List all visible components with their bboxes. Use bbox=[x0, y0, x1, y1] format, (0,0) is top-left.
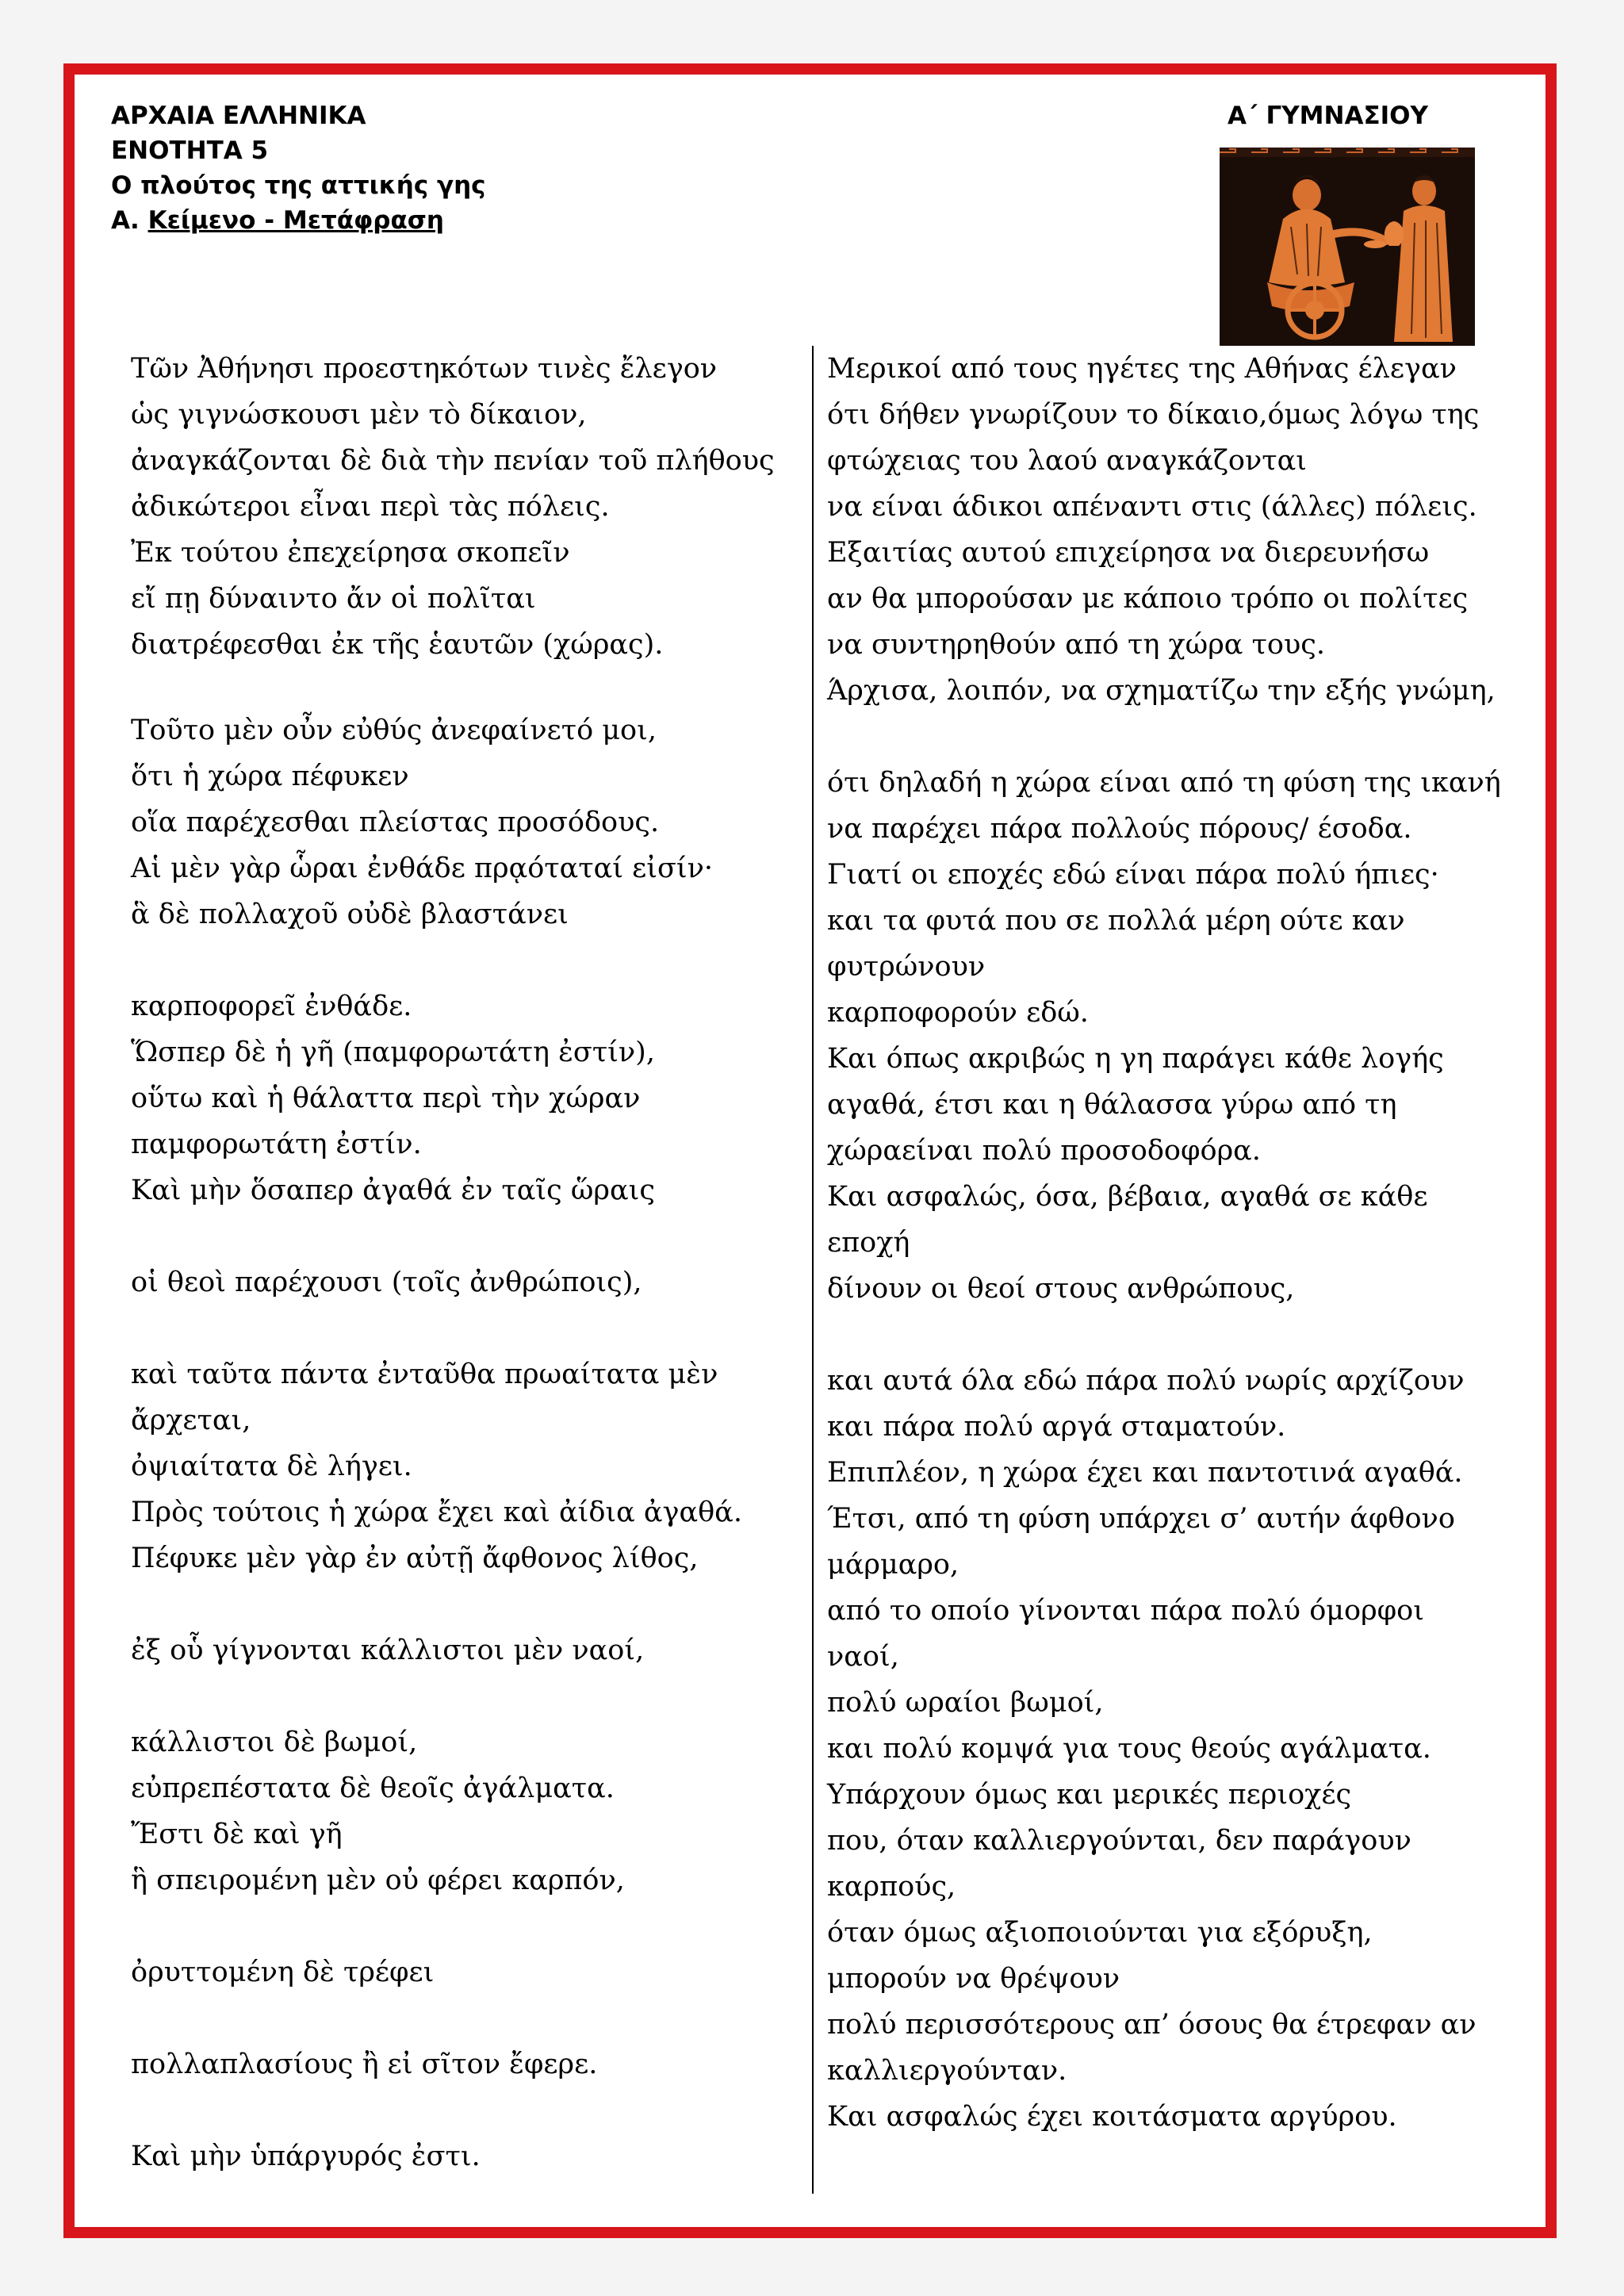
translation-line: πολύ περισσότερους απ’ όσους θα έτρεφαν αν bbox=[827, 2009, 1477, 2041]
ancient-line: Ἔστι δὲ καὶ γῆ bbox=[131, 1819, 343, 1850]
ancient-line: Πέφυκε μὲν γὰρ ἐν αὐτῇ ἄφθονος λίθος, bbox=[131, 1543, 699, 1574]
ancient-line: ἀναγκάζονται δὲ διὰ τὴν πενίαν τοῦ πλήθους bbox=[131, 445, 775, 477]
ancient-line: διατρέφεσθαι ἐκ τῆς ἑαυτῶν (χώρας). bbox=[131, 629, 664, 661]
translation-line: Άρχισα, λοιπόν, να σχηματίζω την εξής γνώμη, bbox=[827, 675, 1496, 707]
ancient-line: ἣ σπειρομένη μὲν οὐ φέρει καρπόν, bbox=[131, 1865, 625, 1896]
translation-line: φυτρώνουν bbox=[827, 951, 986, 983]
translation-line: από το οποίο γίνονται πάρα πολύ όμορφοι bbox=[827, 1595, 1424, 1627]
translation-line: και αυτά όλα εδώ πάρα πολύ νωρίς αρχίζουν bbox=[827, 1365, 1465, 1397]
translation-line: χώραείναι πολύ προσοδοφόρα. bbox=[827, 1135, 1261, 1167]
ancient-line: ὡς γιγνώσκουσι μὲν τὸ δίκαιον, bbox=[131, 399, 587, 431]
ancient-line: πολλαπλασίους ἢ εἰ σῖτον ἔφερε. bbox=[131, 2049, 598, 2080]
translation-line: όταν όμως αξιοποιούνται για εξόρυξη, bbox=[827, 1917, 1373, 1949]
ancient-line: Τῶν Ἀθήνησι προεστηκότων τινὲς ἔλεγον bbox=[131, 353, 718, 385]
translation-line: Και ασφαλώς, όσα, βέβαια, αγαθά σε κάθε bbox=[827, 1181, 1428, 1213]
translation-line: και πάρα πολύ αργά σταματούν. bbox=[827, 1411, 1286, 1443]
translation-line: δίνουν οι θεοί στους ανθρώπους, bbox=[827, 1273, 1295, 1305]
translation-line: εποχή bbox=[827, 1227, 910, 1259]
ancient-line: ἃ δὲ πολλαχοῦ οὐδὲ βλαστάνει bbox=[131, 899, 569, 930]
translation-line: ναοί, bbox=[827, 1641, 899, 1673]
translation-line: Και όπως ακριβώς η γη παράγει κάθε λογής bbox=[827, 1043, 1444, 1075]
translation-line: ότι δήθεν γνωρίζουν το δίκαιο,όμως λόγω της bbox=[827, 399, 1480, 431]
translation-line: και τα φυτά που σε πολλά μέρη ούτε καν bbox=[827, 905, 1405, 937]
translation-line: φτώχειας του λαού αναγκάζονται bbox=[827, 445, 1307, 477]
ancient-line: καρποφορεῖ ἐνθάδε. bbox=[131, 991, 412, 1022]
section-heading bbox=[111, 203, 486, 238]
red-figure-vase-painting bbox=[1220, 148, 1475, 346]
translation-line: Έτσι, από τη φύση υπάρχει σ’ αυτήν άφθονο bbox=[827, 1503, 1455, 1535]
translation-line: καρποφορούν εδώ. bbox=[827, 997, 1089, 1029]
section-label: Κείμενο - Μετάφραση bbox=[147, 206, 445, 235]
document-header bbox=[111, 98, 486, 238]
translation-line: και πολύ κομψά για τους θεούς αγάλματα. bbox=[827, 1733, 1431, 1765]
translation-line: Γιατί οι εποχές εδώ είναι πάρα πολύ ήπιες· bbox=[827, 859, 1439, 891]
ancient-line: Αἱ μὲν γὰρ ὧραι ἐνθάδε πρᾳόταταί εἰσίν· bbox=[131, 853, 714, 884]
translation-line: Μερικοί από τους ηγέτες της Αθήνας έλεγαν bbox=[827, 353, 1457, 385]
ancient-line: ἐξ οὗ γίγνονται κάλλιστοι μὲν ναοί, bbox=[131, 1635, 645, 1666]
lesson-title: Ο πλούτος της αττικής γης bbox=[111, 171, 486, 200]
ancient-line: Ὥσπερ δὲ ἡ γῆ (παμφορωτάτη ἐστίν), bbox=[131, 1037, 655, 1068]
ancient-line: οὕτω καὶ ἡ θάλαττα περὶ τὴν χώραν bbox=[131, 1083, 641, 1114]
translation-line: ότι δηλαδή η χώρα είναι από τη φύση της ικανή bbox=[827, 767, 1501, 799]
translation-line: μπορούν να θρέψουν bbox=[827, 1963, 1120, 1995]
translation-line: καλλιεργούνταν. bbox=[827, 2055, 1067, 2087]
ancient-line: οἱ θεοὶ παρέχουσι (τοῖς ἀνθρώποις), bbox=[131, 1267, 642, 1298]
translation-line: Επιπλέον, η χώρα έχει και παντοτινά αγαθά. bbox=[827, 1457, 1463, 1489]
translation-line: αν θα μπορούσαν με κάποιο τρόπο οι πολίτες bbox=[827, 583, 1469, 615]
ancient-line: εὐπρεπέστατα δὲ θεοῖς ἀγάλματα. bbox=[131, 1773, 615, 1804]
translation-line: που, όταν καλλιεργούνται, δεν παράγουν bbox=[827, 1825, 1411, 1857]
ancient-line: Πρὸς τούτοις ἡ χώρα ἔχει καὶ ἀίδια ἀγαθά. bbox=[131, 1497, 742, 1528]
translation-line: μάρμαρο, bbox=[827, 1549, 959, 1581]
translation-line: να συντηρηθούν από τη χώρα τους. bbox=[827, 629, 1326, 661]
modern-greek-translation bbox=[827, 346, 1517, 2140]
translation-line: καρπούς, bbox=[827, 1871, 956, 1903]
translation-line: να είναι άδικοι απέναντι στις (άλλες) πόλεις. bbox=[827, 491, 1477, 523]
translation-line: Και ασφαλώς έχει κοιτάσματα αργύρου. bbox=[827, 2101, 1397, 2133]
grade-label: Α΄ ΓΥΜΝΑΣΙΟΥ bbox=[1228, 102, 1428, 130]
translation-line: αγαθά, έτσι και η θάλασσα γύρω από τη bbox=[827, 1089, 1397, 1121]
ancient-line: ὀρυττομένη δὲ τρέφει bbox=[131, 1957, 435, 1988]
ancient-line: Καὶ μὴν ὑπάργυρός ἐστι. bbox=[131, 2141, 481, 2172]
ancient-line: Τοῦτο μὲν οὖν εὐθύς ἀνεφαίνετό μοι, bbox=[131, 715, 657, 746]
translation-line: Εξαιτίας αυτού επιχείρησα να διερευνήσω bbox=[827, 537, 1430, 569]
ancient-line: Ἐκ τούτου ἐπεχείρησα σκοπεῖν bbox=[131, 537, 570, 569]
ancient-line: παμφορωτάτη ἐστίν. bbox=[131, 1129, 422, 1160]
ancient-line: ὅτι ἡ χώρα πέφυκεν bbox=[131, 761, 409, 792]
ancient-line: καὶ ταῦτα πάντα ἐνταῦθα πρωαίτατα μὲν bbox=[131, 1359, 718, 1390]
section-prefix: Α. bbox=[111, 206, 140, 235]
ancient-line: ἀδικώτεροι εἶναι περὶ τὰς πόλεις. bbox=[131, 491, 610, 523]
ancient-greek-text bbox=[131, 346, 801, 2179]
translation-line: να παρέχει πάρα πολλούς πόρους/ έσοδα. bbox=[827, 813, 1412, 845]
unit-heading: ΕΝΟΤΗΤΑ 5 bbox=[111, 136, 269, 165]
ancient-line: οἵα παρέχεσθαι πλείστας προσόδους. bbox=[131, 807, 660, 838]
ancient-line: Καὶ μὴν ὅσαπερ ἀγαθά ἐν ταῖς ὥραις bbox=[131, 1175, 655, 1206]
translation-line: Υπάρχουν όμως και μερικές περιοχές bbox=[827, 1779, 1352, 1811]
translation-line: πολύ ωραίοι βωμοί, bbox=[827, 1687, 1104, 1719]
ancient-line: εἴ πῃ δύναιντο ἄν οἱ πολῖται bbox=[131, 583, 536, 615]
column-divider bbox=[812, 346, 814, 2194]
ancient-line: κάλλιστοι δὲ βωμοί, bbox=[131, 1727, 418, 1758]
ancient-line: ἄρχεται, bbox=[131, 1405, 251, 1436]
subject-heading: ΑΡΧΑΙΑ ΕΛΛΗΝΙΚΑ bbox=[111, 102, 366, 130]
ancient-line: ὀψιαίτατα δὲ λήγει. bbox=[131, 1451, 412, 1482]
